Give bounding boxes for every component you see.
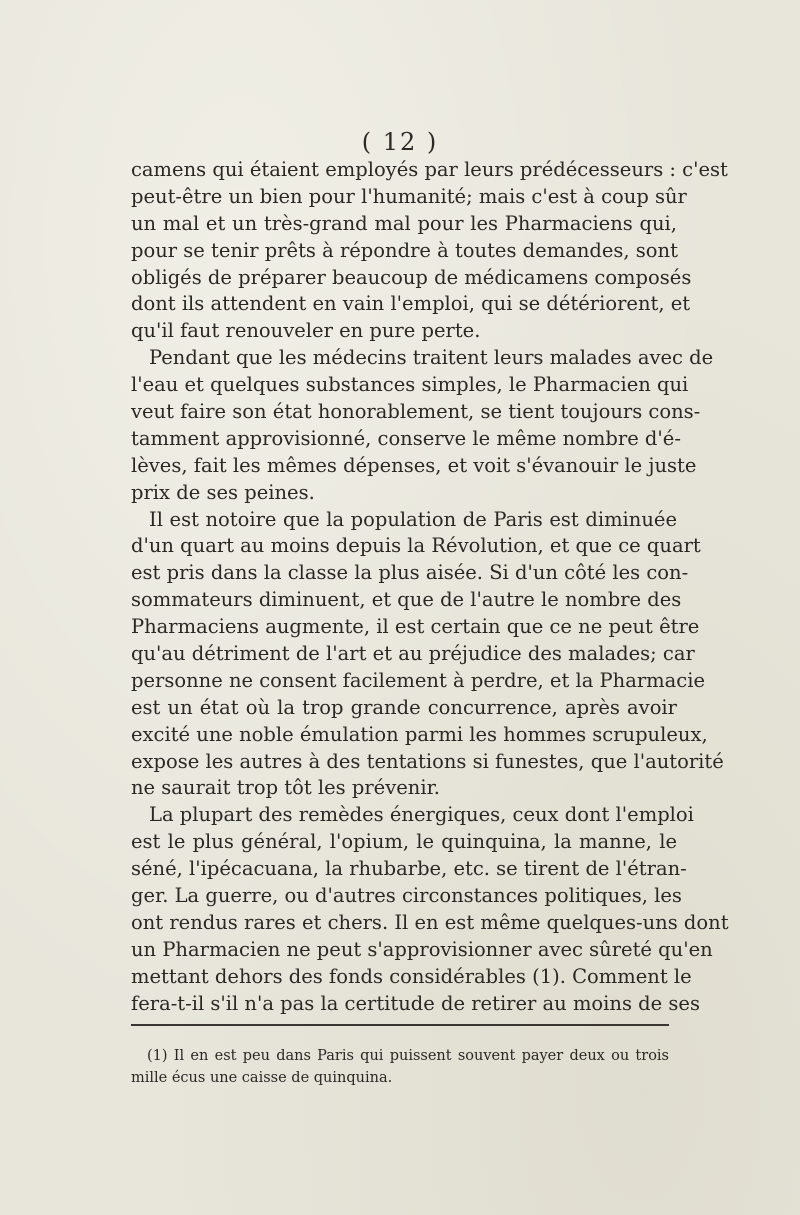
text-line: obligés de préparer beaucoup de médicamens composés [131,265,692,289]
text-line: mettant dehors des fonds considérables (1). Comment le [131,964,692,988]
text-line: ont rendus rares et chers. Il en est même quelques-uns dont [131,910,729,934]
footnote [131,1045,669,1089]
text-line: prix de ses peines. [131,480,315,504]
footnote-line: (1) Il en est peu dans Paris qui puissent souvent payer deux ou trois [147,1048,669,1064]
text-line: Pharmaciens augmente, il est certain que ce ne peut être [131,615,700,639]
footnote-line: mille écus une caisse de quinquina. [131,1070,393,1086]
text-line: fera-t-il s'il n'a pas la certitude de retirer au moins de ses [131,991,700,1015]
text-line: un Pharmacien ne peut s'approvisionner avec sûreté qu'en [131,937,713,961]
text-line: peut-être un bien pour l'humanité; mais c'est à coup sûr [131,184,687,208]
text-line: est pris dans la classe la plus aisée. Si d'un côté les con- [131,561,689,585]
text-line: pour se tenir prêts à répondre à toutes demandes, sont [131,238,678,262]
text-line: sommateurs diminuent, et que de l'autre le nombre des [131,588,682,612]
text-line: Pendant que les médecins traitent leurs malades avec de [149,346,714,370]
text-line: personne ne consent facilement à perdre, et la Pharmacie [131,668,705,692]
text-line: Il est notoire que la population de Paris est diminuée [149,507,677,531]
text-line: tamment approvisionné, conserve le même nombre d'é- [131,426,681,450]
text-line: séné, l'ipécacuana, la rhubarbe, etc. se tirent de l'étran- [131,857,687,881]
body-text [131,157,729,1018]
text-line: qu'il faut renouveler en pure perte. [131,319,481,343]
text-line: veut faire son état honorablement, se tient toujours cons- [131,400,701,424]
text-line: lèves, fait les mêmes dépenses, et voit s'évanouir le juste [131,453,697,477]
text-line: est le plus général, l'opium, le quinquina, la manne, le [131,830,677,854]
text-line: camens qui étaient employés par leurs prédécesseurs : c'est [131,158,728,181]
text-line: ne saurait trop tôt les prévenir. [131,776,440,800]
text-line: est un état où la trop grande concurrence, après avoir [131,695,677,719]
text-line: excité une noble émulation parmi les hommes scrupuleux, [131,722,708,746]
text-line: La plupart des remèdes énergiques, ceux dont l'emploi [149,803,694,827]
footnote-rule [131,1024,669,1026]
page-number: ( 12 ) [361,128,439,156]
text-line: ger. La guerre, ou d'autres circonstances politiques, les [131,884,682,908]
text-line: un mal et un très-grand mal pour les Pharmaciens qui, [131,211,677,235]
text-line: qu'au détriment de l'art et au préjudice des malades; car [131,642,695,666]
text-line: dont ils attendent en vain l'emploi, qui se détériorent, et [131,292,691,316]
text-line: expose les autres à des tentations si funestes, que l'autorité [131,749,724,773]
text-line: d'un quart au moins depuis la Révolution, et que ce quart [131,534,701,558]
text-line: l'eau et quelques substances simples, le Pharmacien qui [131,373,689,397]
